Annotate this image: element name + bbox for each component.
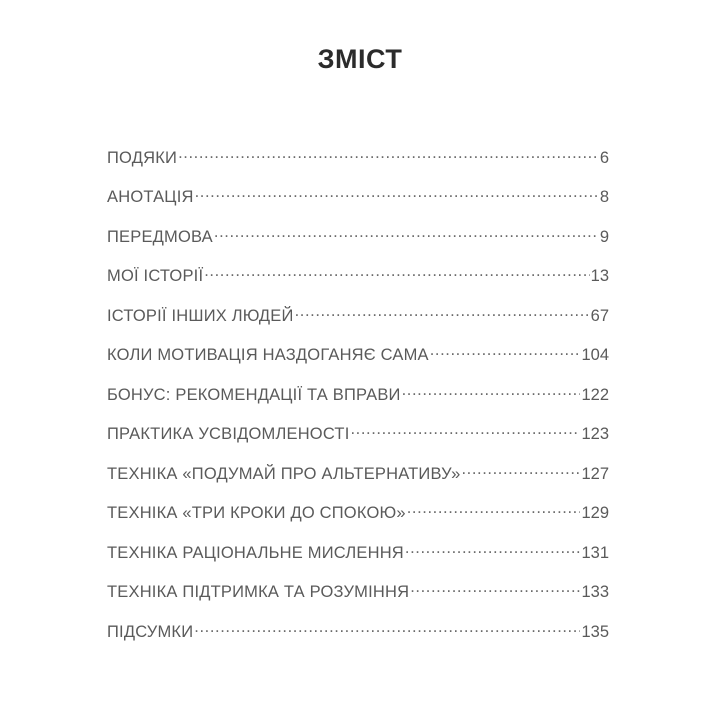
toc-entry <box>107 620 609 660</box>
toc-entry-page: 127 <box>581 464 609 483</box>
table-of-contents <box>107 146 609 660</box>
toc-entry-page: 133 <box>581 583 609 601</box>
toc-entry <box>107 423 609 463</box>
toc-entry-label: ПРАКТИКА УСВІДОМЛЕНОСТІ <box>107 425 350 443</box>
dot-leader <box>407 502 581 519</box>
toc-entry <box>107 541 609 581</box>
toc-entry-page: 13 <box>590 267 609 285</box>
toc-entry-page: 122 <box>581 385 609 404</box>
toc-entry-label: КОЛИ МОТИВАЦІЯ НАЗДОГАНЯЄ САМА <box>107 346 429 364</box>
toc-entry-label: ІСТОРІЇ ІНШИХ ЛЮДЕЙ <box>107 306 294 325</box>
dot-leader <box>461 462 580 479</box>
dot-leader <box>430 344 581 361</box>
toc-entry-page: 8 <box>599 188 609 206</box>
toc-entry-page: 6 <box>599 148 609 167</box>
dot-leader <box>214 225 599 242</box>
toc-entry-page: 9 <box>599 227 609 246</box>
dot-leader <box>402 383 581 400</box>
toc-entry <box>107 462 609 502</box>
dot-leader <box>350 423 580 440</box>
toc-entry <box>107 383 609 423</box>
toc-entry <box>107 304 609 344</box>
dot-leader <box>204 265 589 282</box>
toc-entry <box>107 265 609 305</box>
toc-entry-label: ТЕХНІКА ПІДТРИМКА ТА РОЗУМІННЯ <box>107 583 410 601</box>
dot-leader <box>405 541 581 558</box>
toc-entry <box>107 581 609 621</box>
toc-entry-label: ПЕРЕДМОВА <box>107 227 213 246</box>
toc-entry-label: ПІДСУМКИ <box>107 622 194 641</box>
toc-entry <box>107 225 609 265</box>
toc-entry <box>107 146 609 186</box>
toc-entry-page: 135 <box>581 622 609 641</box>
toc-entry-label: ТЕХНІКА РАЦІОНАЛЬНЕ МИСЛЕННЯ <box>107 543 404 562</box>
dot-leader <box>295 304 590 321</box>
toc-entry-page: 129 <box>581 504 609 522</box>
dot-leader <box>194 620 580 637</box>
toc-entry-page: 104 <box>581 346 609 364</box>
toc-entry <box>107 186 609 226</box>
toc-entry-page: 67 <box>590 306 609 325</box>
toc-entry-label: АНОТАЦІЯ <box>107 188 194 206</box>
toc-entry-label: МОЇ ІСТОРІЇ <box>107 267 204 285</box>
dot-leader <box>410 581 580 598</box>
page-title: ЗМІСТ <box>317 44 403 74</box>
toc-entry <box>107 502 609 542</box>
toc-entry-label: ТЕХНІКА «ТРИ КРОКИ ДО СПОКОЮ» <box>107 504 406 522</box>
toc-entry-page: 131 <box>581 543 609 562</box>
toc-entry-label: БОНУС: РЕКОМЕНДАЦІЇ ТА ВПРАВИ <box>107 385 401 404</box>
toc-entry <box>107 344 609 384</box>
toc-entry-page: 123 <box>581 425 609 443</box>
toc-entry-label: ТЕХНІКА «ПОДУМАЙ ПРО АЛЬТЕРНАТИВУ» <box>107 464 461 483</box>
dot-leader <box>178 146 599 163</box>
toc-entry-label: ПОДЯКИ <box>107 148 178 167</box>
dot-leader <box>195 186 599 203</box>
